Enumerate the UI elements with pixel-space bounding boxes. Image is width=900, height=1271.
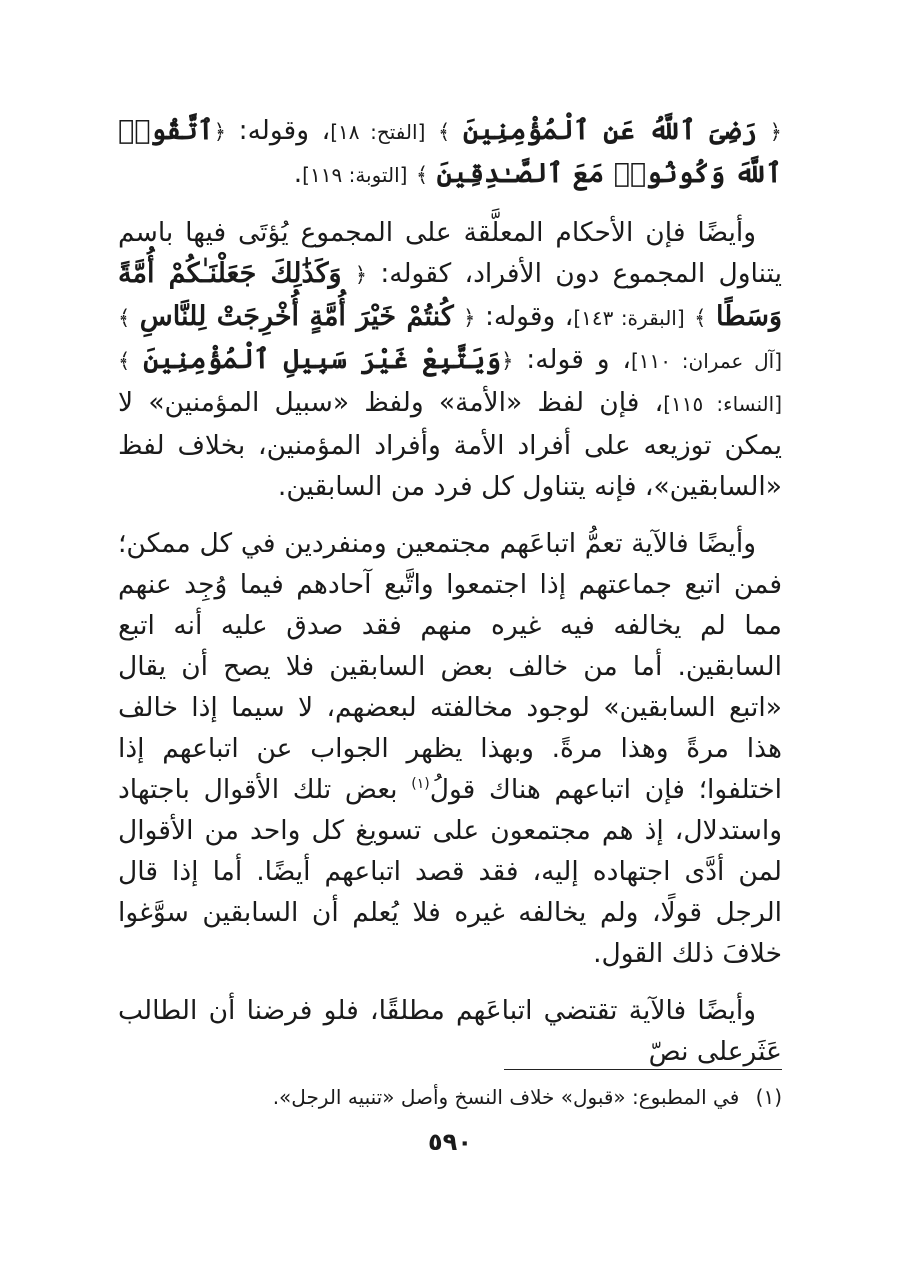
paragraph-1	[118, 110, 782, 196]
paragraph-4	[118, 990, 782, 1072]
verse-close-bracket: ﴾	[415, 163, 429, 187]
text-segment: .	[293, 158, 303, 189]
paragraph-2	[118, 212, 782, 507]
text-segment: بعض تلك الأقوال باجتهاد واستدلال، إذ هم مجتمعون على تسويغ كل واحد من الأقوال لمن أدَّى اجتهاده إليه، فقد قصد اتباعهم أيضًا. أما إذا قال الرجل قولًا، ولم يخالفه غيره فلا يُعلم أن السابقين سوَّغوا خلافَ ذلك القول.	[118, 774, 782, 969]
verse-open-bracket: ﴿	[463, 306, 476, 330]
footnote-text: في المطبوع: «قبول» خلاف النسخ وأصل «تنبيه الرجل».	[272, 1085, 740, 1109]
quran-verse: رَضِىَ ٱللَّهُ عَنِ ٱلْمُؤْمِنِينَ	[463, 115, 758, 146]
verse-open-bracket: ﴿	[769, 120, 782, 144]
verse-close-bracket: ﴾	[118, 349, 131, 373]
footnote-divider	[504, 1069, 782, 1070]
text-segment: ، فإن لفظ «الأمة» ولفظ «سبيل المؤمنين» لا يمكن توزيعه على أفراد الأمة وأفراد المؤمنين، بخلاف لفظ «السابقين»، فإنه يتناول كل فرد من السابقين.	[118, 387, 782, 502]
body-text	[118, 110, 782, 1072]
page-number: ٥٩٠	[428, 1128, 472, 1156]
quran-verse: ٱتَّقُوا۟ ٱللَّهَ وَكُونُوا۟ مَعَ ٱلصَّـٰدِقِينَ	[118, 115, 782, 189]
quran-verse: كُنتُمْ خَيْرَ أُمَّةٍ أُخْرِجَتْ لِلنَّاسِ	[139, 301, 454, 332]
verse-reference: [الفتح: ١٨]	[330, 120, 426, 144]
verse-open-bracket: ﴿	[501, 349, 514, 373]
text-segment: وأيضًا فالآية تعمُّ اتباعَهم مجتمعين ومنفردين في كل ممكن؛ فمن اتبع جماعتهم إذا اجتمعوا واتَّبع آحادهم فيما وُجِد عنهم مما لم يخالفه فيه غيره منهم فقد صدق عليه أنه اتبع السابقين. أما من خالف بعض السابقين فلا يصح أن يقال «اتبع السابقين» لوجود مخالفته لبعضهم، لا سيما إذا خالف هذا مرةً وهذا مرةً. وبهذا يظهر الجواب عن اتباعهم إذا اختلفوا؛ فإن اتباعهم هناك قولُ	[118, 528, 782, 805]
footnote	[118, 1082, 782, 1112]
text-segment: ، وقوله:	[226, 115, 331, 146]
verse-reference: [التوبة: ١١٩]	[302, 163, 408, 187]
text-segment: ، وقوله:	[475, 301, 574, 332]
footnote-number: (١)	[755, 1085, 782, 1109]
text-segment: ، و قوله:	[513, 344, 631, 375]
text-segment: وأيضًا فإن الأحكام المعلَّقة على المجموع يُؤتَى فيها باسم يتناول المجموع دون الأفراد، كقوله:	[118, 217, 782, 289]
paragraph-3	[118, 523, 782, 974]
quran-verse: وَكَذَٰلِكَ جَعَلْنَـٰكُمْ أُمَّةً وَسَطًا	[118, 258, 782, 332]
verse-close-bracket: ﴾	[118, 306, 131, 330]
quran-verse: وَيَتَّبِعْ غَيْرَ سَبِيلِ ٱلْمُؤْمِنِينَ	[143, 344, 502, 375]
verse-reference: [النساء: ١١٥]	[663, 392, 782, 416]
verse-open-bracket: ﴿	[354, 263, 368, 287]
text-segment: وأيضًا فالآية تقتضي اتباعَهم مطلقًا، فلو فرضنا أن الطالب عَثَرعلى نصّ	[118, 995, 782, 1067]
verse-reference: [البقرة: ١٤٣]	[573, 306, 685, 330]
verse-close-bracket: ﴾	[694, 306, 707, 330]
footnote-marker[interactable]: (١)	[411, 776, 430, 793]
verse-close-bracket: ﴾	[438, 120, 451, 144]
verse-open-bracket: ﴿	[213, 120, 226, 144]
verse-reference: [آل عمران: ١١٠]	[630, 349, 782, 373]
